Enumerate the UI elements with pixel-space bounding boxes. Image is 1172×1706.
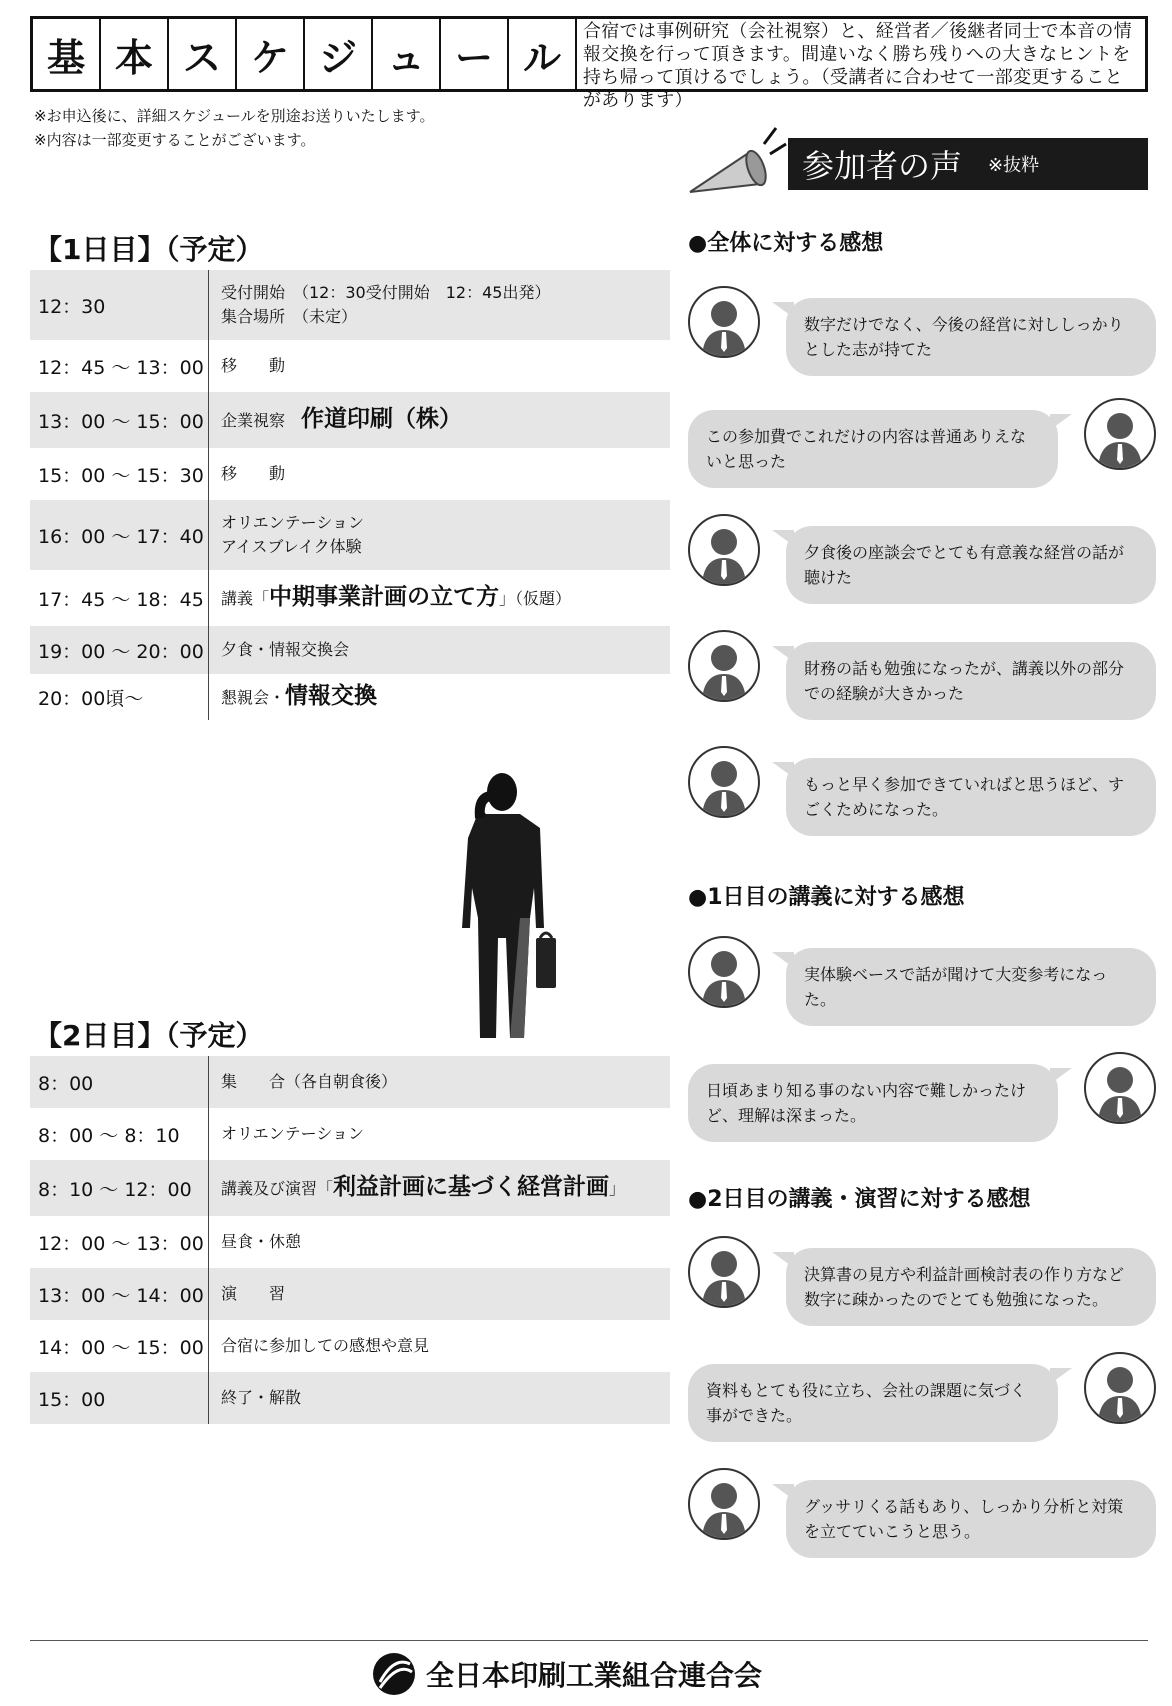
schedule-content	[208, 1160, 670, 1216]
person-icon	[688, 1236, 760, 1308]
schedule-content	[208, 340, 670, 392]
comment	[688, 746, 1158, 828]
schedule-time: 15：00	[38, 1388, 106, 1411]
comment-bubble: 実体験ベースで話が聞けて大変参考になった。	[786, 948, 1156, 1026]
comment-bubble: 財務の話も勉強になったが、講義以外の部分での経験が大きかった	[786, 642, 1156, 720]
header-title-char: ュ	[373, 19, 441, 89]
schedule-line: 集 合（各自朝食後）	[221, 1072, 398, 1091]
schedule-highlight: 利益計画に基づく経営計画	[333, 1174, 610, 1200]
voices-title: 参加者の声	[802, 147, 963, 185]
schedule-row	[30, 1268, 670, 1320]
schedule-row	[30, 340, 670, 392]
voices-header	[688, 128, 1148, 200]
schedule-line: 移 動	[221, 356, 286, 375]
schedule-time: 13：00 ～ 14：00	[38, 1284, 204, 1307]
schedule-content	[208, 1268, 670, 1320]
header-title-char: ス	[169, 19, 237, 89]
schedule-time: 20：00頃～	[38, 687, 144, 710]
schedule-line: アイスブレイク体験	[221, 537, 362, 556]
schedule-content	[208, 1056, 670, 1108]
schedule-line: 合宿に参加しての感想や意見	[221, 1336, 430, 1355]
comment	[688, 514, 1158, 596]
person-icon	[688, 746, 760, 818]
header-title-char: ー	[441, 19, 509, 89]
organization-name: 全日本印刷工業組合連合会	[426, 1659, 763, 1692]
schedule-row	[30, 1216, 670, 1268]
schedule-content	[208, 270, 670, 340]
voices-section-heading: ●2日目の講義・演習に対する感想	[688, 1187, 1031, 1212]
note-line: ※お申込後に、詳細スケジュールを別途お送りいたします。	[34, 107, 435, 125]
header-title	[33, 19, 577, 89]
header-description: 合宿では事例研究（会社視察）と、経営者／後継者同士で本音の情報交換を行って頂きます。間違いなく勝ち残りへの大きなヒントを持ち帰って頂けるでしょう。（受講者に合わせて一部変更することがあります）	[583, 21, 1132, 111]
schedule-text: 懇親会・	[221, 688, 286, 707]
schedule-line: 昼食・休憩	[221, 1232, 302, 1251]
person-icon	[688, 1468, 760, 1540]
schedule-line: 受付開始 （12：30受付開始 12：45出発）	[221, 283, 551, 302]
day2-title: 【2日目】（予定）	[34, 1019, 264, 1052]
comment	[688, 1352, 1158, 1434]
comment	[688, 936, 1158, 1018]
schedule-line	[221, 407, 670, 433]
schedule-content	[208, 1216, 670, 1268]
schedule-highlight: 作道印刷（株）	[301, 406, 463, 432]
schedule-row	[30, 570, 670, 626]
schedule-row	[30, 674, 670, 720]
schedule-line: 夕食・情報交換会	[221, 640, 350, 659]
schedule-row	[30, 500, 670, 570]
schedule-content	[208, 1108, 670, 1160]
voices-section-heading: ●1日目の講義に対する感想	[688, 885, 965, 910]
megaphone-icon	[680, 122, 790, 212]
person-icon	[688, 936, 760, 1008]
schedule-time: 8：00	[38, 1072, 94, 1095]
header-box	[30, 16, 1148, 111]
person-icon	[1084, 1352, 1156, 1424]
person-icon	[1084, 398, 1156, 470]
schedule-time: 13：00 ～ 15：00	[38, 410, 204, 433]
schedule-content	[208, 392, 670, 448]
comment	[688, 1052, 1158, 1134]
person-icon	[688, 630, 760, 702]
schedule-text: 講義及び演習「	[221, 1179, 334, 1198]
voices-title-box	[788, 138, 1148, 190]
schedule-text: 」	[609, 1179, 626, 1198]
schedule-time: 17：45 ～ 18：45	[38, 588, 204, 611]
schedule-row	[30, 1056, 670, 1108]
comment-bubble: 数字だけでなく、今後の経営に対ししっかりとした志が持てた	[786, 298, 1156, 376]
schedule-line: 終了・解散	[221, 1388, 302, 1407]
day1-title: 【1日目】（予定）	[34, 233, 264, 266]
schedule-time: 8：10 ～ 12：00	[38, 1178, 192, 1201]
schedule-time: 16：00 ～ 17：40	[38, 525, 204, 548]
schedule-row	[30, 1372, 670, 1424]
schedule-line: 演 習	[221, 1284, 286, 1303]
comment	[688, 1236, 1158, 1318]
organization-logo	[372, 1652, 416, 1696]
schedule-content	[208, 674, 670, 720]
schedule-row	[30, 448, 670, 500]
schedule-time: 12：30	[38, 295, 106, 318]
note-line: ※内容は一部変更することがございます。	[34, 131, 316, 149]
comment-bubble: もっと早く参加できていればと思うほど、すごくためになった。	[786, 758, 1156, 836]
schedule-time: 12：45 ～ 13：00	[38, 356, 204, 379]
header-title-char: ジ	[305, 19, 373, 89]
schedule-line	[221, 1175, 670, 1201]
schedule-time: 19：00 ～ 20：00	[38, 640, 204, 663]
schedule-line: 集合場所 （未定）	[221, 307, 358, 326]
schedule-row	[30, 392, 670, 448]
comment	[688, 630, 1158, 712]
header-title-char: 基	[33, 19, 101, 89]
schedule-line: 移 動	[221, 464, 286, 483]
person-icon	[1084, 1052, 1156, 1124]
schedule-time: 12：00 ～ 13：00	[38, 1232, 204, 1255]
schedule-line: オリエンテーション	[221, 513, 365, 532]
schedule-row	[30, 626, 670, 674]
schedule-time: 14：00 ～ 15：00	[38, 1336, 204, 1359]
comment-bubble: グッサリくる話もあり、しっかり分析と対策を立てていこうと思う。	[786, 1480, 1156, 1558]
businessman-silhouette	[440, 768, 570, 1048]
footer	[372, 1652, 762, 1696]
comment-bubble: 日頃あまり知る事のない内容で難しかったけど、理解は深まった。	[688, 1064, 1058, 1142]
schedule-content	[208, 500, 670, 570]
header-title-char: 本	[101, 19, 169, 89]
comment-bubble: 資料もとても役に立ち、会社の課題に気づく事ができた。	[688, 1364, 1058, 1442]
header-title-char: ル	[509, 19, 577, 89]
schedule-content	[208, 1320, 670, 1372]
voices-section-heading: ●全体に対する感想	[688, 231, 884, 256]
schedule-line	[221, 585, 670, 611]
day1-schedule	[30, 270, 670, 720]
comment	[688, 286, 1158, 368]
schedule-highlight: 情報交換	[285, 683, 378, 709]
person-icon	[688, 514, 760, 586]
notes	[34, 104, 434, 152]
schedule-content	[208, 570, 670, 626]
person-icon	[688, 286, 760, 358]
footer-divider	[30, 1640, 1148, 1641]
schedule-time: 8：00 ～ 8：10	[38, 1124, 180, 1147]
comment	[688, 398, 1158, 480]
schedule-row	[30, 1160, 670, 1216]
schedule-text: 講義「	[221, 589, 270, 608]
schedule-row	[30, 1108, 670, 1160]
schedule-line: オリエンテーション	[221, 1124, 365, 1143]
schedule-content	[208, 448, 670, 500]
schedule-content	[208, 1372, 670, 1424]
schedule-line	[221, 684, 670, 710]
schedule-content	[208, 626, 670, 674]
schedule-highlight: 中期事業計画の立て方	[269, 584, 500, 610]
schedule-row	[30, 270, 670, 340]
day2-schedule	[30, 1056, 670, 1424]
comment-bubble: 夕食後の座談会でとても有意義な経営の話が聴けた	[786, 526, 1156, 604]
schedule-time: 15：00 ～ 15：30	[38, 464, 204, 487]
comment-bubble: 決算書の見方や利益計画検討表の作り方など数字に疎かったのでとても勉強になった。	[786, 1248, 1156, 1326]
schedule-text: 」（仮題）	[499, 589, 572, 608]
voices-note: ※抜粋	[988, 155, 1040, 176]
schedule-row	[30, 1320, 670, 1372]
header-title-char: ケ	[237, 19, 305, 89]
schedule-text: 企業視察	[221, 411, 302, 430]
comment	[688, 1468, 1158, 1550]
comment-bubble: この参加費でこれだけの内容は普通ありえないと思った	[688, 410, 1058, 488]
